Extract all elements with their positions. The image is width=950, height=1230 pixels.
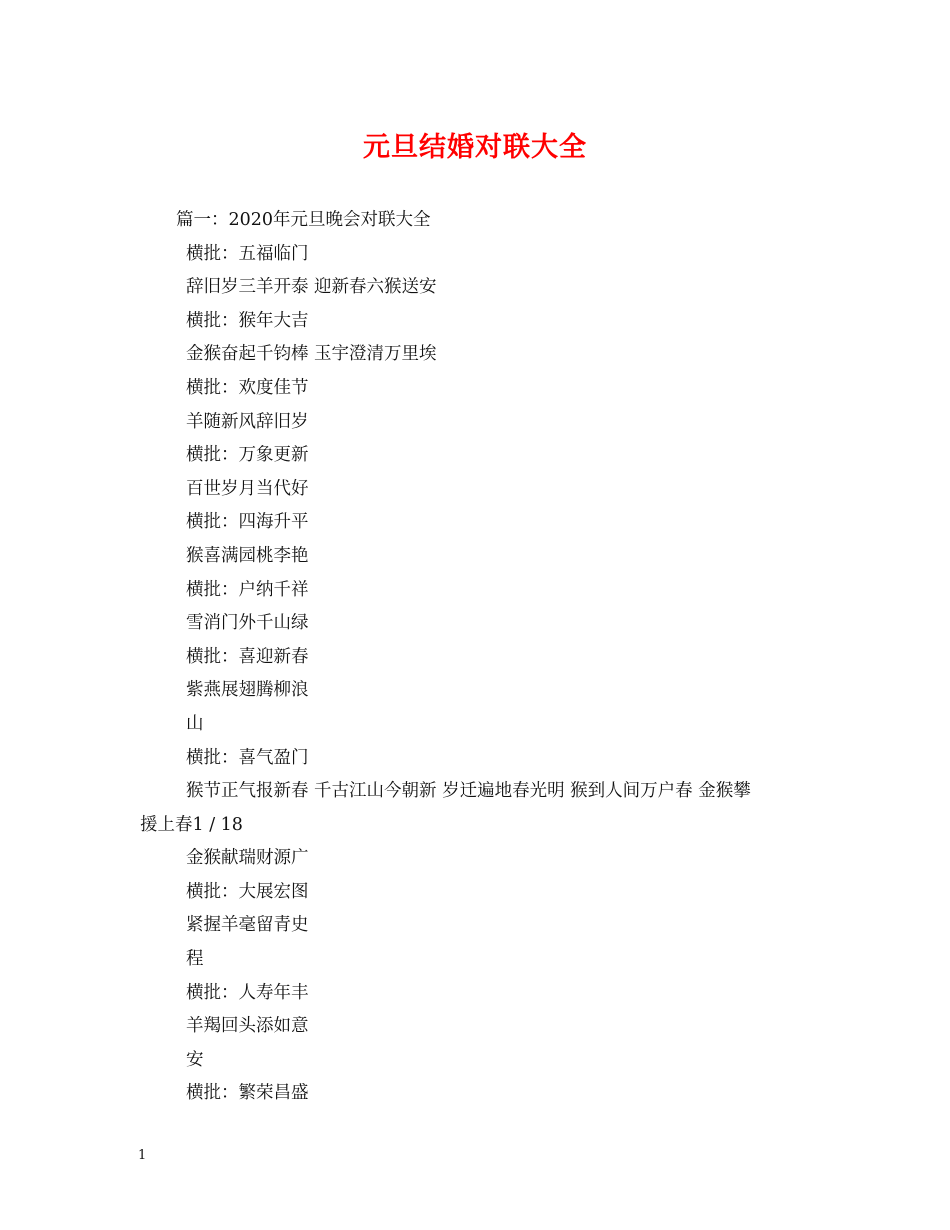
text-line: 紫燕展翅腾柳浪 — [186, 680, 309, 701]
text-line: 猴节正气报新春 千古江山今朝新 岁迁遍地春光明 猴到人间万户春 金猴攀 — [186, 781, 751, 802]
text-line: 横批：四海升平 — [186, 512, 309, 533]
text-line: 紧握羊毫留青史 — [186, 915, 309, 936]
text-line: 雪消门外千山绿 — [186, 613, 309, 634]
text-line: 金猴奋起千钧棒 玉宇澄清万里埃 — [186, 344, 437, 365]
text-line: 辞旧岁三羊开泰 迎新春六猴送安 — [186, 277, 437, 298]
text-line: 金猴献瑞财源广 — [186, 848, 309, 869]
text-line: 山 — [186, 713, 204, 734]
text-line: 横批：户纳千祥 — [186, 579, 309, 600]
text-line: 横批：欢度佳节 — [186, 377, 309, 398]
text-line: 百世岁月当代好 — [186, 478, 309, 499]
text-line: 横批：大展宏图 — [186, 881, 309, 902]
section-heading: 篇一：2020年元旦晚会对联大全 — [176, 210, 431, 230]
text-line: 横批：人寿年丰 — [186, 982, 309, 1003]
document-body — [140, 204, 830, 1111]
text-line: 横批：五福临门 — [186, 243, 309, 264]
text-line: 程 — [186, 949, 204, 970]
text-line: 横批：喜迎新春 — [186, 646, 309, 667]
text-line: 羊随新风辞旧岁 — [186, 411, 309, 432]
page-title: 元旦结婚对联大全 — [363, 132, 587, 163]
text-line: 横批：繁荣昌盛 — [186, 1083, 309, 1104]
text-line: 横批：猴年大吉 — [186, 310, 309, 331]
text-line: 猴喜满园桃李艳 — [186, 545, 309, 566]
text-line: 横批：万象更新 — [186, 445, 309, 466]
text-line: 安 — [186, 1049, 204, 1070]
page-number: 1 — [138, 1148, 147, 1163]
text-line: 横批：喜气盈门 — [186, 747, 309, 768]
text-line: 羊羯回头添如意 — [186, 1016, 309, 1037]
text-line: 援上春1 / 18 — [140, 814, 243, 835]
